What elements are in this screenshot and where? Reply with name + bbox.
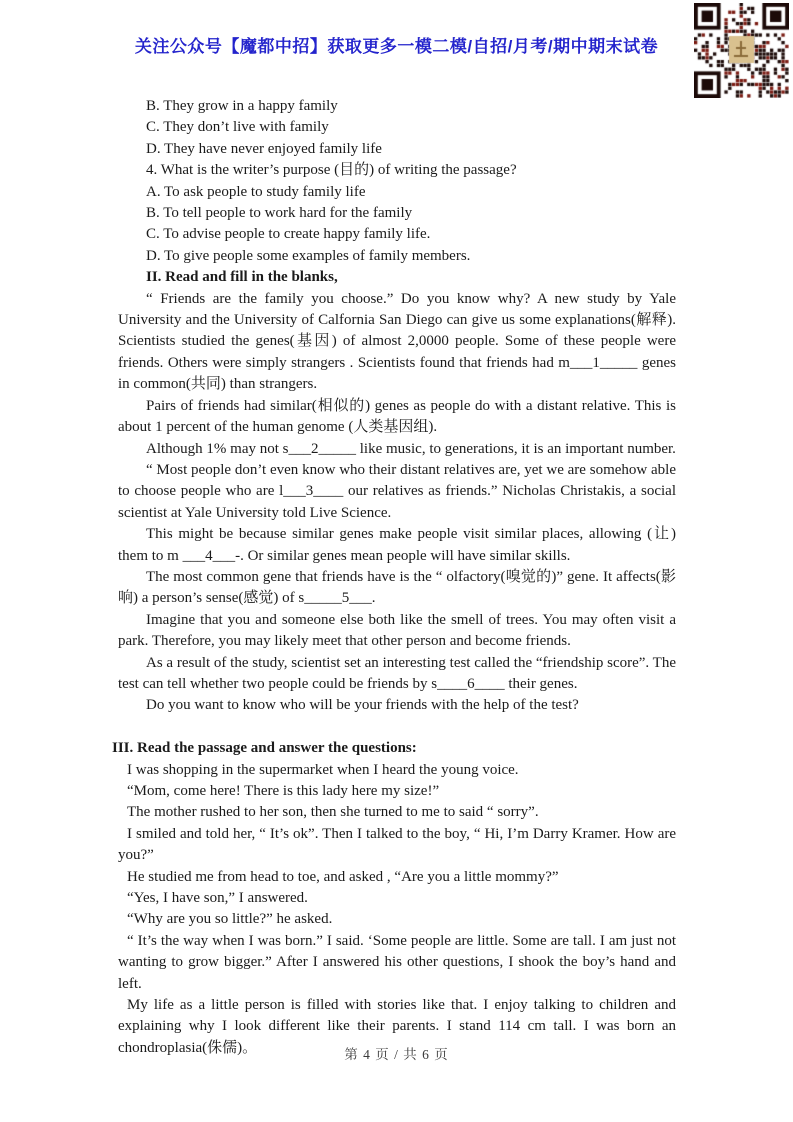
passage-paragraph: Pairs of friends had similar(相似的) genes as people do with a distant relative. This is about 1 percent of the human genome (人类基因组).: [118, 397, 676, 436]
passage-paragraph: “ Friends are the family you choose.” Do you know why? A new study by Yale University and the University of Calfornia San Diego can give us some explanations(解释). Scientists studied the genes(基因) of almost 2,0000 people. Some of these people were friends. Others were simply strangers . Scientists found that friends had m___1_____ genes in common(共同) than strangers.: [118, 290, 676, 393]
passage-paragraph: This might be because similar genes make people visit similar places, allowing (让) them to m ___4___-. Or similar genes mean people will have similar skills.: [118, 526, 676, 564]
qr-code: [694, 3, 789, 98]
story-paragraph: I was shopping in the supermarket when I heard the young voice.: [127, 761, 519, 778]
answer-option: D. They have never enjoyed family life: [146, 140, 382, 157]
story-paragraph: My life as a little person is filled with stories like that. I enjoy talking to children and explaining why I look different like their parents. I stand 114 cm tall. I was born an chondroplasia(侏儒)。: [118, 997, 676, 1056]
passage-paragraph: The most common gene that friends have is the “ olfactory(嗅觉的)” gene. It affects(影响) a person’s sense(感觉) of s_____5___.: [118, 568, 676, 607]
answer-option: A. To ask people to study family life: [146, 183, 366, 200]
section-gap: [118, 717, 676, 738]
story-paragraph: He studied me from head to toe, and asked , “Are you a little mommy?”: [127, 868, 559, 885]
answer-option: B. They grow in a happy family: [146, 98, 338, 114]
passage-paragraph: As a result of the study, scientist set an interesting test called the “friendship score”. The test can tell whether two people could be friends by s____6____ their genes.: [118, 654, 676, 692]
story-paragraph: I smiled and told her, “ It’s ok”. Then I talked to the boy, “ Hi, I’m Darry Kramer. How are you?”: [118, 825, 676, 864]
story-paragraph: “Mom, come here! There is this lady here my size!”: [127, 782, 440, 799]
story-paragraph: “Why are you so little?” he asked.: [127, 911, 333, 928]
passage-paragraph: Imagine that you and someone else both like the smell of trees. You may often visit a park. Therefore, you may likely meet that other person and become friends.: [118, 611, 676, 650]
story-paragraph: “ It’s the way when I was born.” I said. ‘Some people are little. Some are tall. I am just not wanting to grow bigger.” After I answered his other questions, I shook the boy’s hand and left.: [118, 932, 676, 992]
page-footer: 第 4 页 / 共 6 页: [344, 1047, 449, 1062]
answer-option: C. They don’t live with family: [146, 119, 329, 136]
answer-option: C. To advise people to create happy family life.: [146, 226, 431, 243]
question-text: 4. What is the writer’s purpose (目的) of writing the passage?: [146, 162, 517, 179]
answer-option: D. To give people some examples of family members.: [146, 247, 471, 264]
answer-option: B. To tell people to work hard for the family: [146, 205, 413, 222]
section-iii-heading: III. Read the passage and answer the questions:: [112, 740, 417, 757]
section-ii-heading: II. Read and fill in the blanks,: [146, 269, 338, 286]
passage-paragraph: “ Most people don’t even know who their distant relatives are, yet we are somehow able to choose people who are l___3____ our relatives as friends.” Nicholas Christakis, a social scientist at Yale University told Live Science.: [118, 461, 676, 521]
header-promo-text: 关注公众号【魔都中招】获取更多一模二模/自招/月考/期中期末试卷: [134, 37, 659, 56]
story-paragraph: The mother rushed to her son, then she turned to me to said “ sorry”.: [127, 804, 539, 821]
qr-code-icon: [694, 3, 789, 98]
passage-paragraph: Do you want to know who will be your friends with the help of the test?: [146, 697, 579, 714]
document-body: [112, 96, 676, 1059]
story-paragraph: “Yes, I have son,” I answered.: [127, 890, 308, 907]
passage-paragraph: Although 1% may not s___2_____ like music, to generations, it is an important number.: [146, 440, 676, 457]
